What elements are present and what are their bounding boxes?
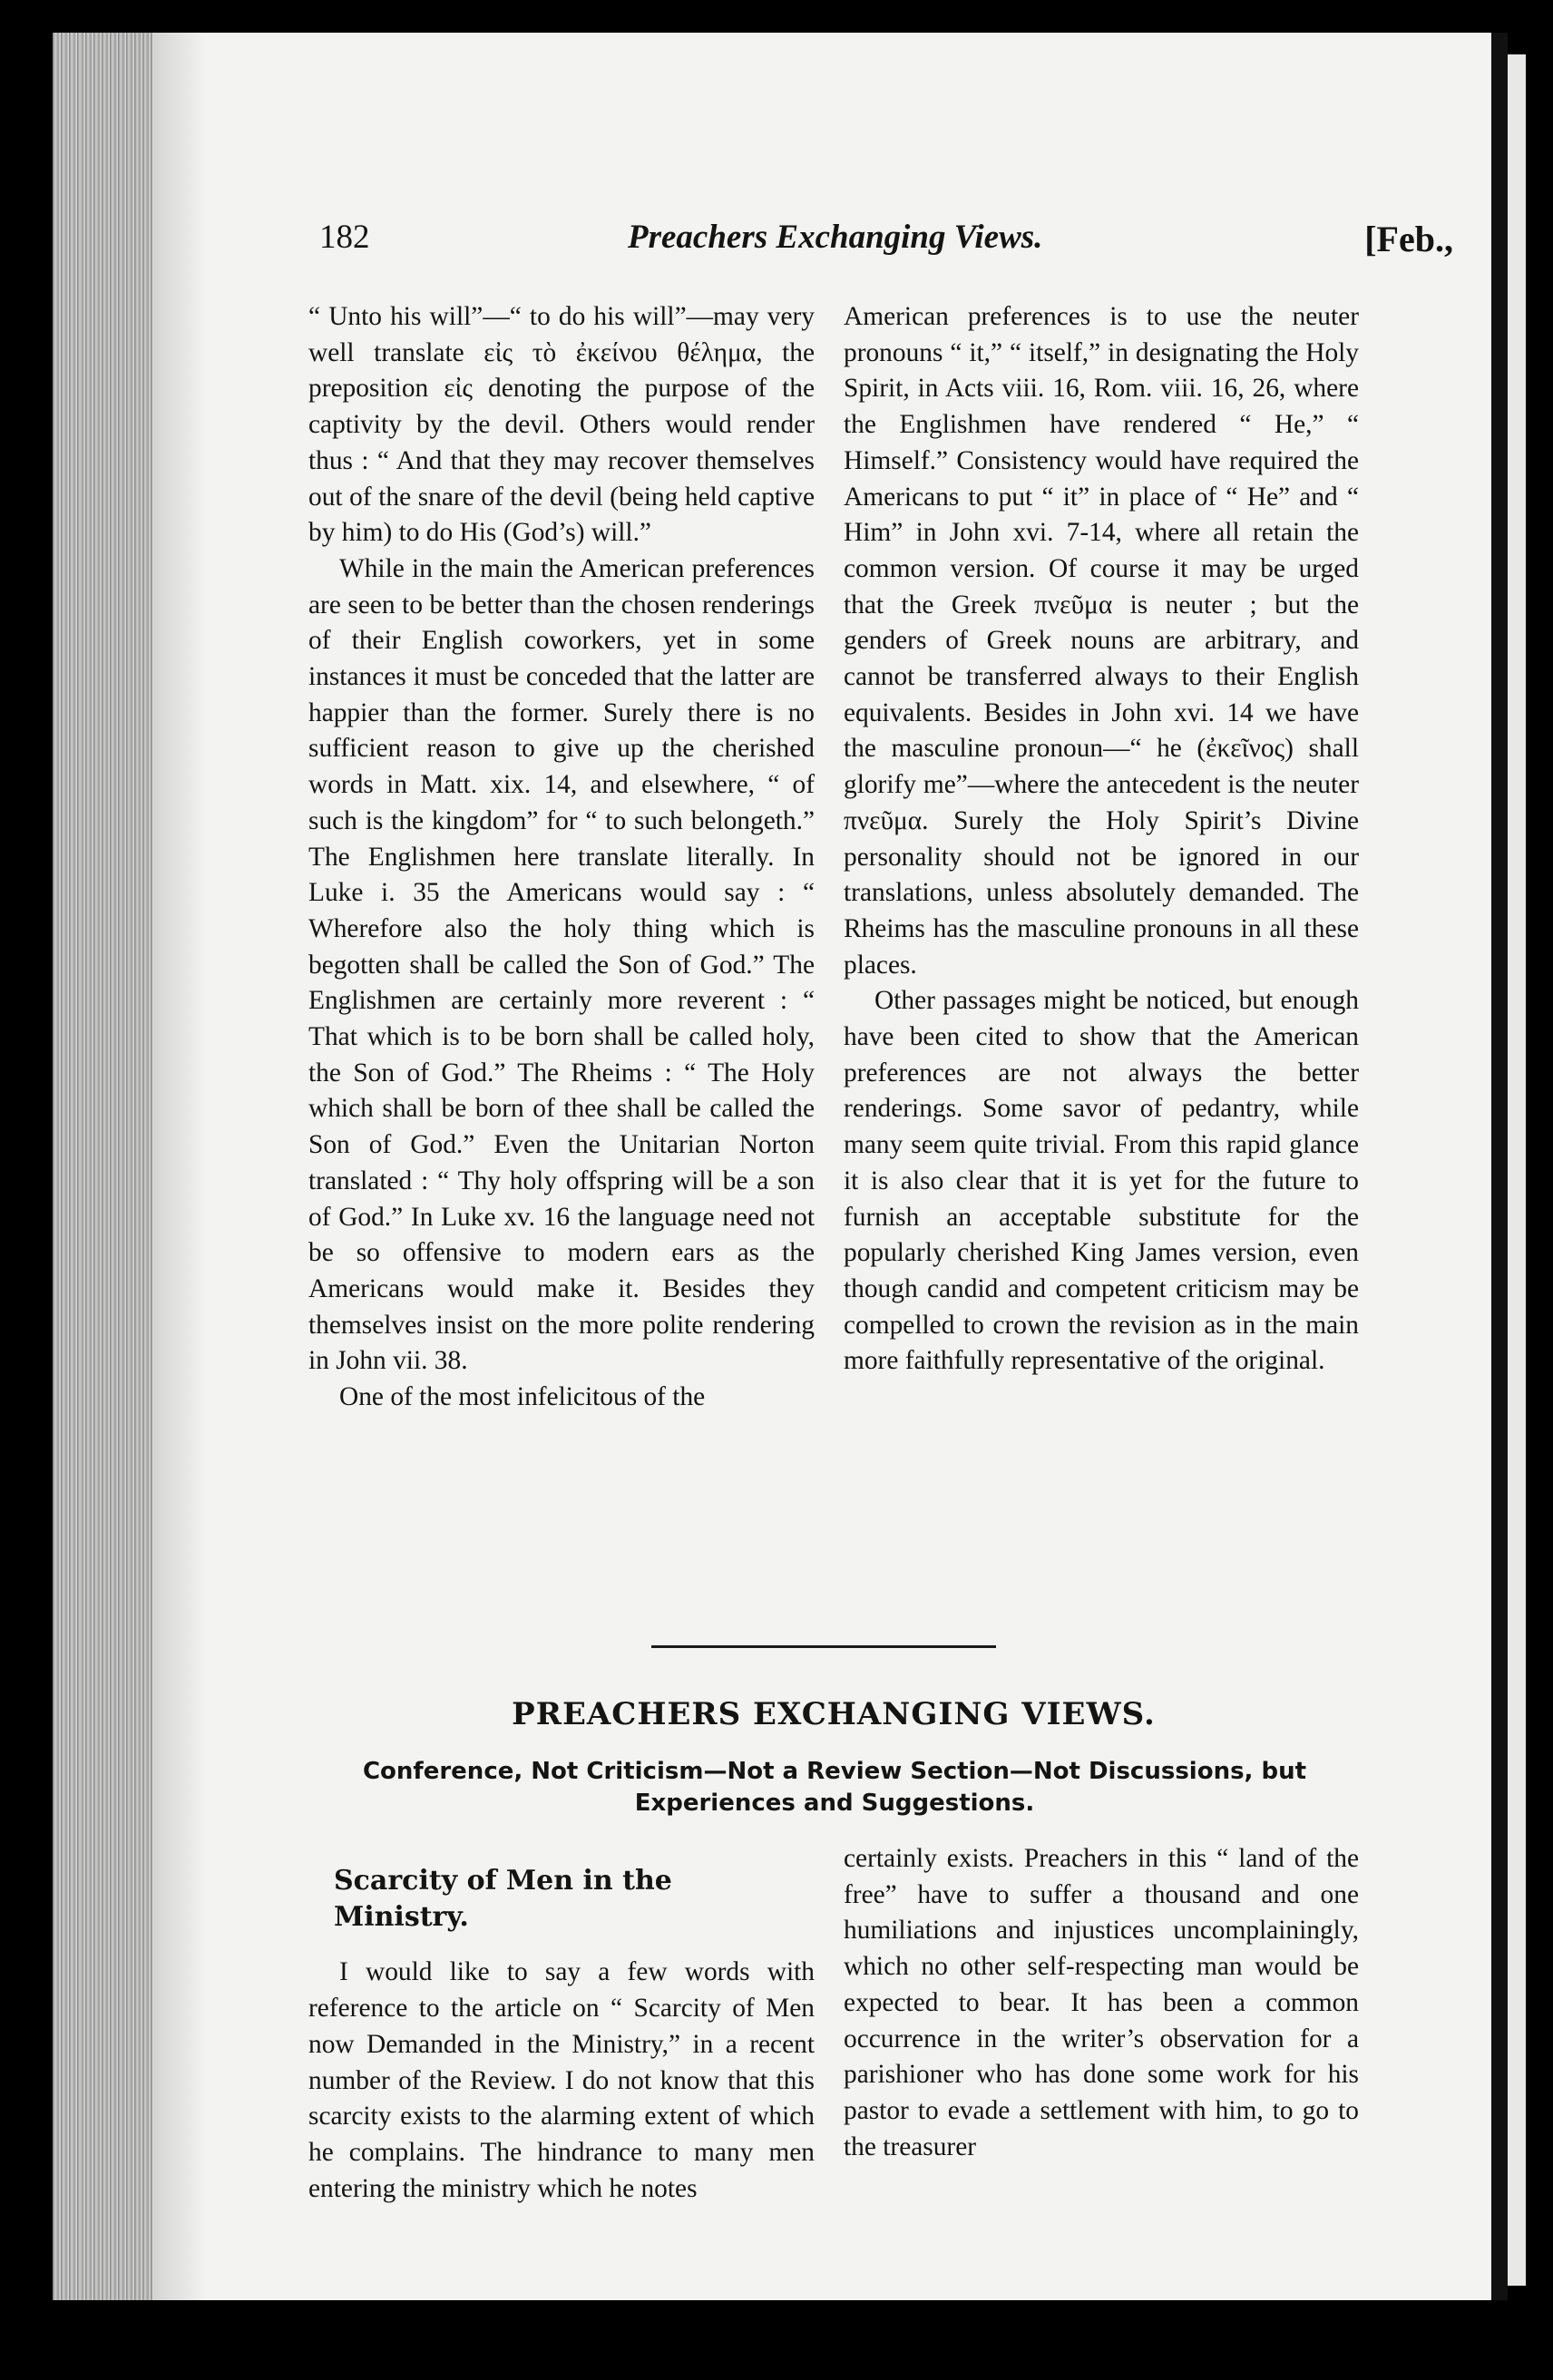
section-title: PREACHERS EXCHANGING VIEWS. (512, 1696, 1156, 1732)
page-stack-edge (53, 33, 152, 2300)
paragraph: American preferences is to use the neuter pronouns “ it,” “ itself,” in designating the Holy Spirit, in Acts viii. 16, Rom. viii. 16, 26, where the Englishmen have rendered “ He,” “ Himself.” Consistency would have required the Americans to put “ it” in place of “ He” and “ Him” in John xvi. 7-14, where all retain the common version. Of course it may be urged that the Greek πνεῦμα is neuter ; but the genders of Greek nouns are arbitrary, and cannot be transferred always to their English equivalents. Besides in John xvi. 14 we have the masculine pronoun—“ he (ἐκεῖνος) shall glorify me”—where the antecedent is the neuter πνεῦμα. Surely the Holy Spirit’s Divine personality should not be ignored in our translations, unless absolutely demanded. The Rheims has the masculine pronouns in all these places. (844, 302, 1359, 980)
running-title: Preachers Exchanging Views. (628, 219, 1043, 256)
facing-page-shadow (1491, 33, 1508, 2300)
header-month: [Feb., (1364, 219, 1453, 259)
page-number: 182 (319, 219, 370, 256)
page-gutter-shadow (152, 33, 207, 2300)
paragraph: I would like to say a few words with reference to the article on “ Scarcity of Men now Demanded in the Ministry,” in a recent number of the Review. I do not know that this scarcity exists to the alarming extent of which he complains. The hindrance to many men entering the ministry which he notes (308, 1957, 815, 2203)
new-article-left-column (308, 1841, 815, 2207)
article-title: Scarcity of Men in the Ministry. (334, 1865, 672, 1933)
new-article-right-column (844, 1841, 1359, 2165)
left-column (308, 299, 815, 1416)
paragraph: certainly exists. Preachers in this “ land of the free” have to suffer a thousand and one humiliations and injustices uncomplainingly, which no other self-respecting man would be expected to bear. It has been a common occurrence in the writer’s observation for a parishioner who has done some work for his pastor to evade a settlement with him, to go to the treasurer (844, 1844, 1359, 2161)
running-header (319, 218, 1453, 272)
facing-page-edge (1508, 54, 1526, 2286)
section-divider (651, 1645, 996, 1648)
right-column (844, 299, 1359, 1380)
paragraph: One of the most infelicitous of the (339, 1382, 706, 1412)
paragraph: “ Unto his will”—“ to do his will”—may very well translate εἰς τὸ ἐκείνου θέλημα, the preposition εἰς denoting the purpose of the captivity by the devil. Others would render thus : “ And that they may recover themselves out of the snare of the devil (being held captive by him) to do His (God’s) will.” (308, 302, 815, 548)
section-subtitle: Conference, Not Criticism—Not a Review Section—Not Discussions, but Experiences and Suggestions. (362, 1758, 1307, 1817)
paragraph: Other passages might be noticed, but enough have been cited to show that the American preferences are not always the better renderings. Some savor of pedantry, while many seem quite trivial. From this rapid glance it is also clear that it is yet for the future to furnish an acceptable substitute for the popularly cherished King James version, even though candid and competent criticism may be compelled to crown the revision as in the main more faithfully representative of the original. (844, 986, 1359, 1376)
paragraph: While in the main the American preferences are seen to be better than the chosen renderings of their English coworkers, yet in some instances it must be conceded that the latter are happier than the former. Surely there is no sufficient reason to give up the cherished words in Matt. xix. 14, and elsewhere, “ of such is the kingdom” for “ to such belongeth.” The Englishmen here translate literally. In Luke i. 35 the Americans would say : “ Wherefore also the holy thing which is begotten shall be called the Son of God.” The Englishmen are certainly more reverent : “ That which is to be born shall be called holy, the Son of God.” The Rheims : “ The Holy which shall be born of thee shall be called the Son of God.” Even the Unitarian Norton translated : “ Thy holy offspring will be a son of God.” In Luke xv. 16 the language need not be so offensive to modern ears as the Americans would make it. Besides they themselves insist on the more polite rendering in John vii. 38. (308, 553, 815, 1376)
